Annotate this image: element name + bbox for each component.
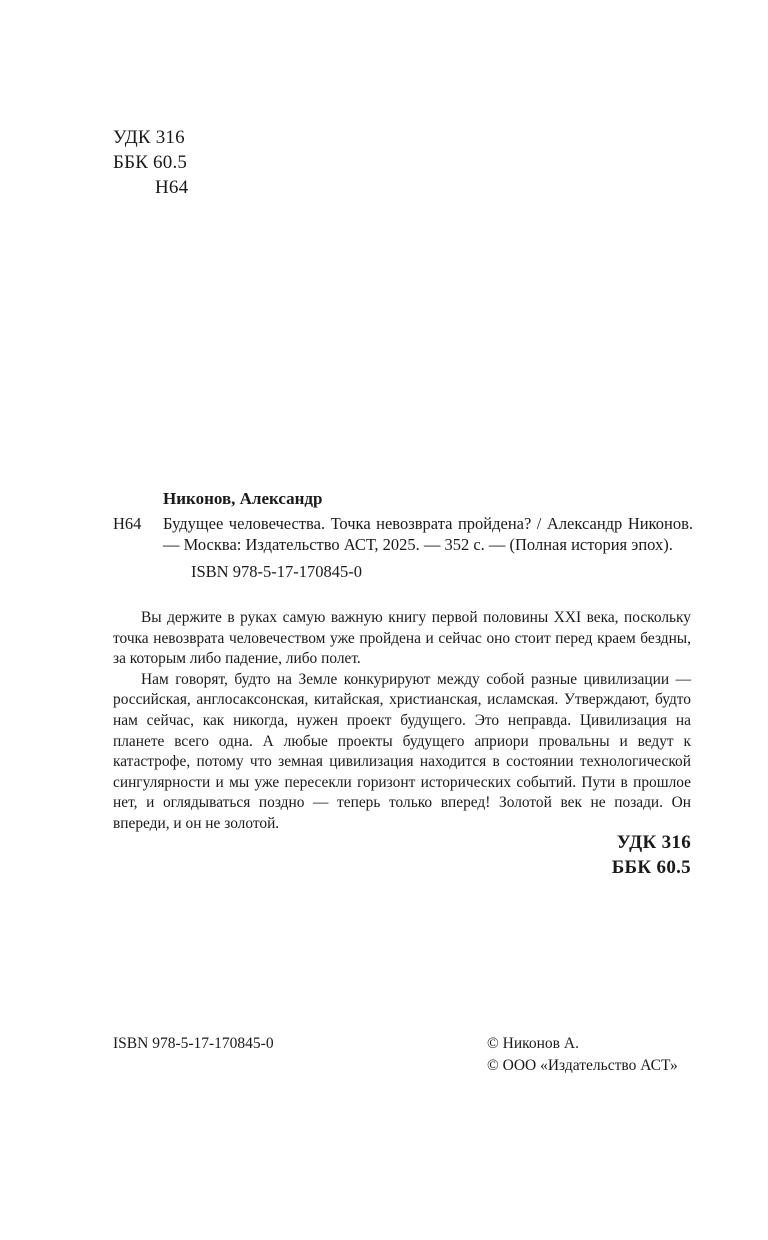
udk-code-top: УДК 316 [113,127,185,148]
cip-description: Будущее человечества. Точка невозврата пройдена? / Александр Никонов. — Москва: Издательство АСТ, 2025. — 352 с. — (Полная история эпох). [163,514,693,554]
classification-codes-bottom [612,830,691,880]
cip-record [113,488,693,582]
cip-author: Никонов, Александр [163,489,323,508]
cip-author-sign: Н64 [113,514,142,533]
annotation-paragraph-1: Вы держите в руках самую важную книгу первой половины XXI века, поскольку точка невозврата человечеством уже пройдена и сейчас оно стоит перед краем бездны, за которым либо падение, либо полет. [113,609,691,668]
cip-body [113,513,693,555]
footer-isbn: ISBN 978-5-17-170845-0 [113,1035,274,1052]
annotation-paragraph-2: Нам говорят, будто на Земле конкурируют между собой разные цивилизации — российская, англосаксонская, китайская, христианская, исламская. Утверждают, будто нам сейчас, как никогда, нужен проект будущего. Это неправда. Цивилизация на планете всего одна. А любые проекты будущего априори провальны и ведут к катастрофе, потому что земная цивилизация находится в состоянии технологической сингулярности и мы уже пересекли горизонт исторических событий. Пути в прошлое нет, и оглядываться поздно — теперь только вперед! Золотой век не позади. Он впереди, и он не золотой. [113,670,691,832]
bbk-code-bottom: ББК 60.5 [611,857,691,878]
copyright-block [487,1033,678,1077]
copyright-author: © Никонов А. [487,1035,579,1052]
bbk-code-top: ББК 60.5 [113,152,188,173]
annotation-text [113,608,691,835]
udk-code-bottom: УДК 316 [616,832,691,853]
copyright-publisher: © ООО «Издательство АСТ» [487,1057,678,1074]
classification-codes-top [113,125,293,200]
cip-isbn: ISBN 978-5-17-170845-0 [191,562,362,581]
author-sign-top: Н64 [155,177,189,198]
